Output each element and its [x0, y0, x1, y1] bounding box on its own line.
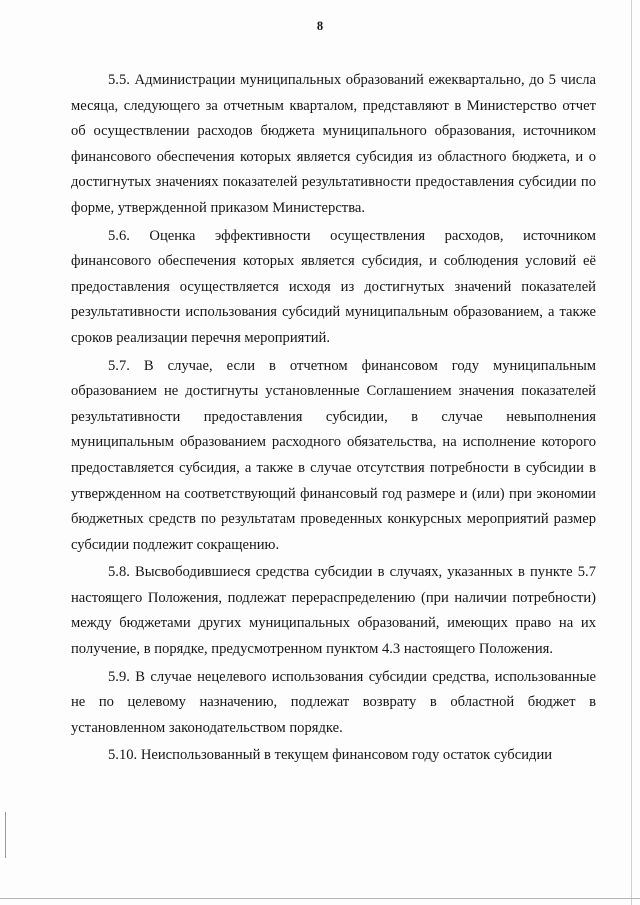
page-number: 8	[316, 19, 324, 33]
scan-bottom-rule	[0, 898, 640, 899]
scan-edge-line	[631, 0, 632, 905]
document-body	[71, 68, 596, 769]
paragraph-5-6: 5.6. Оценка эффективности осуществления расходов, источником финансового обеспечения которых является субсидия, и соблюдения условий её предоставления осуществляется исходя из достигнутых значений показателей результативности использования субсидий муниципальным образованием, а также сроков реализации перечня мероприятий.	[71, 227, 596, 346]
paragraph-5-10: 5.10. Неиспользованный в текущем финансовом году остаток субсидии	[108, 747, 553, 764]
paragraph-5-7: 5.7. В случае, если в отчетном финансовом году муниципальным образованием не достигнуты установленные Соглашением значения показателей результативности предоставления субсидии, в случае невыполнения муниципальным образованием расходного обязательства, на исполнение которого предоставляется субсидия, а также в случае отсутствия потребности в субсидии в утвержденном на соответствующий финансовый год размере и (или) при экономии бюджетных средств по результатам проведенных конкурсных мероприятий размер субсидии подлежит сокращению.	[71, 357, 596, 553]
scan-margin-mark	[5, 812, 6, 858]
paragraph-5-8: 5.8. Высвободившиеся средства субсидии в случаях, указанных в пункте 5.7 настоящего Положения, подлежат перераспределению (при наличии потребности) между бюджетами других муниципальных образований, имеющих право на их получение, в порядке, предусмотренном пунктом 4.3 настоящего Положения.	[71, 564, 596, 658]
paragraph-5-5: 5.5. Администрации муниципальных образований ежеквартально, до 5 числа месяца, следующего за отчетным кварталом, представляют в Министерство отчет об осуществлении расходов бюджета муниципального образования, источником финансового обеспечения которых является субсидия из областного бюджета, и о достигнутых значениях показателей результативности предоставления субсидии по форме, утвержденной приказом Министерства.	[71, 72, 596, 216]
paragraph-5-9: 5.9. В случае нецелевого использования субсидии средства, использованные не по целевому назначению, подлежат возврату в областной бюджет в установленном законодательством порядке.	[71, 668, 596, 736]
